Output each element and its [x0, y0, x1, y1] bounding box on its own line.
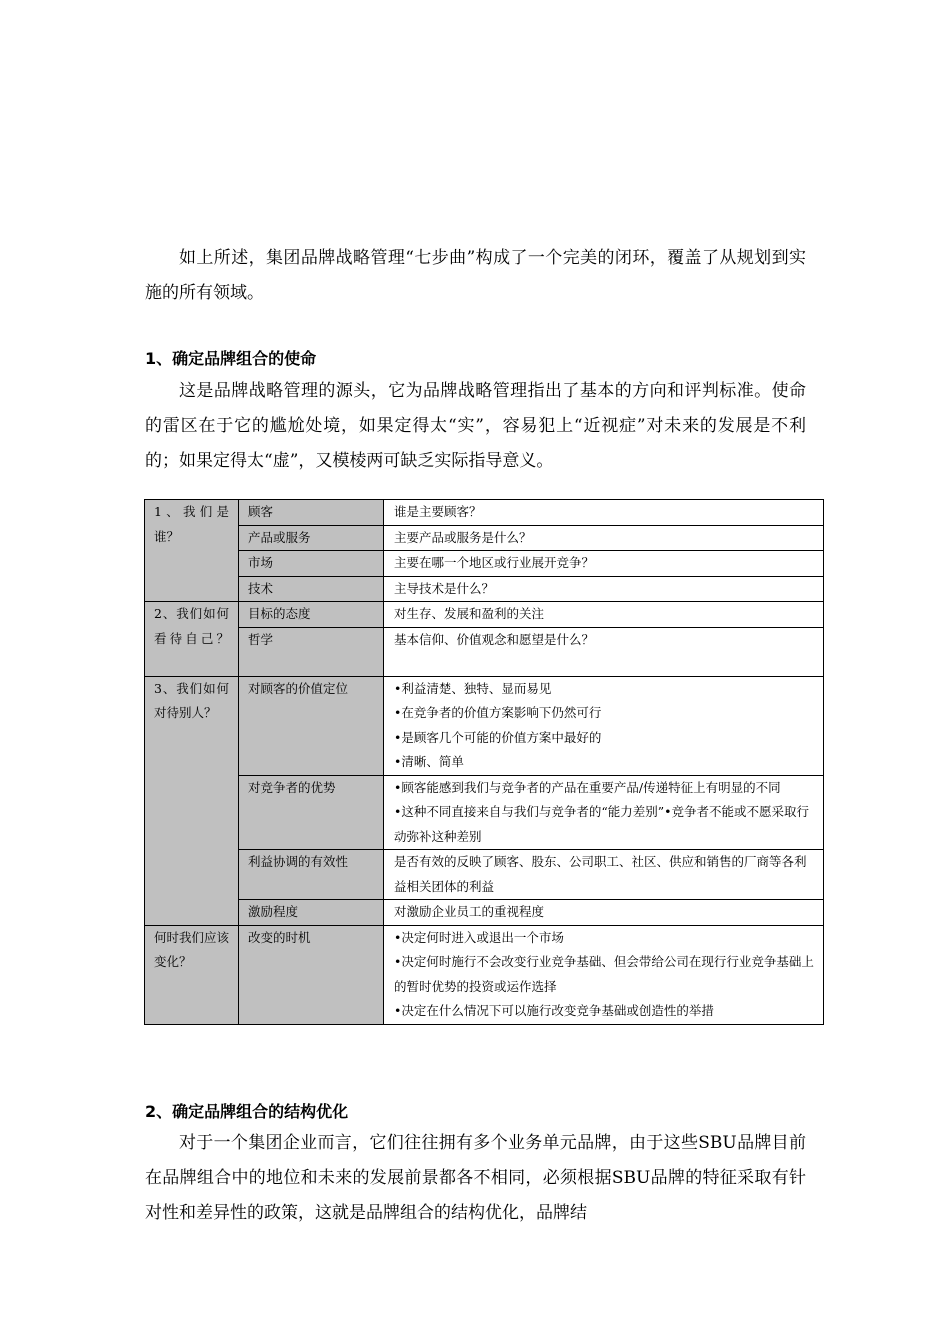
section1-heading: 1、确定品牌组合的使命: [145, 349, 317, 368]
table-row: [145, 576, 824, 602]
table-row: [145, 850, 824, 900]
aspect-cell: 哲学: [239, 627, 384, 676]
section2-heading: 2、确定品牌组合的结构优化: [145, 1102, 349, 1121]
answer-cell: •顾客能感到我们与竞争者的产品在重要产品/传递特征上有明显的不同 •这种不同直接来自与我们与竞争者的“能力差别”•竞争者不能或不愿采取行动弥补这种差别: [384, 775, 824, 850]
question-cell: 何时我们应该变化？: [145, 925, 239, 1024]
aspect-cell: 改变的时机: [239, 925, 384, 1024]
aspect-cell: 对竞争者的优势: [239, 775, 384, 850]
section2-paragraph: 对于一个集团企业而言，它们往往拥有多个业务单元品牌，由于这些SBU品牌目前在品牌组合中的地位和未来的发展前景都各不相同，必须根据SBU品牌的特征采取有针对性和差异性的政策，这就是品牌组合的结构优化，品牌结: [145, 1133, 806, 1223]
aspect-cell: 利益协调的有效性: [239, 850, 384, 900]
table-row: [145, 925, 824, 1024]
table-row: [145, 775, 824, 850]
section1-paragraph: 这是品牌战略管理的源头，它为品牌战略管理指出了基本的方向和评判标准。使命的雷区在于它的尴尬处境，如果定得太“实”，容易犯上“近视症”对未来的发展是不利的；如果定得太“虚”，又模棱两可缺乏实际指导意义。: [145, 381, 806, 471]
question-cell: 2、我们如何看待自己？: [145, 602, 239, 677]
answer-cell: 对激励企业员工的重视程度: [384, 900, 824, 926]
intro-paragraph: 如上所述，集团品牌战略管理“七步曲”构成了一个完美的闭环，覆盖了从规划到实施的所有领域。: [145, 248, 806, 303]
aspect-cell: 产品或服务: [239, 525, 384, 551]
table-row: [145, 525, 824, 551]
table-row: [145, 900, 824, 926]
aspect-cell: 技术: [239, 576, 384, 602]
answer-cell: •决定何时进入或退出一个市场 •决定何时施行不会改变行业竞争基础、但会带给公司在现行行业竞争基础上的暂时优势的投资或运作选择 •决定在什么情况下可以施行改变竞争基础或创造性的举措: [384, 925, 824, 1024]
aspect-cell: 目标的态度: [239, 602, 384, 628]
question-cell: 1、我们是谁？: [145, 500, 239, 602]
aspect-cell: 对顾客的价值定位: [239, 676, 384, 775]
answer-cell: •利益清楚、独特、显而易见 •在竞争者的价值方案影响下仍然可行 •是顾客几个可能的价值方案中最好的 •清晰、简单: [384, 676, 824, 775]
answer-cell: 主要产品或服务是什么？: [384, 525, 824, 551]
table-row: [145, 602, 824, 628]
aspect-cell: 顾客: [239, 500, 384, 526]
aspect-cell: 市场: [239, 551, 384, 577]
aspect-cell: 激励程度: [239, 900, 384, 926]
answer-cell: 是否有效的反映了顾客、股东、公司职工、社区、供应和销售的厂商等各利益相关团体的利益: [384, 850, 824, 900]
table-row: [145, 627, 824, 676]
table-row: [145, 676, 824, 775]
mission-table: [144, 499, 824, 1025]
answer-cell: 谁是主要顾客？: [384, 500, 824, 526]
answer-cell: 基本信仰、价值观念和愿望是什么？: [384, 627, 824, 676]
answer-cell: 主导技术是什么？: [384, 576, 824, 602]
question-cell: 3、我们如何对待别人？: [145, 676, 239, 925]
answer-cell: 主要在哪一个地区或行业展开竞争？: [384, 551, 824, 577]
table-row: [145, 500, 824, 526]
table-row: [145, 551, 824, 577]
answer-cell: 对生存、发展和盈利的关注: [384, 602, 824, 628]
